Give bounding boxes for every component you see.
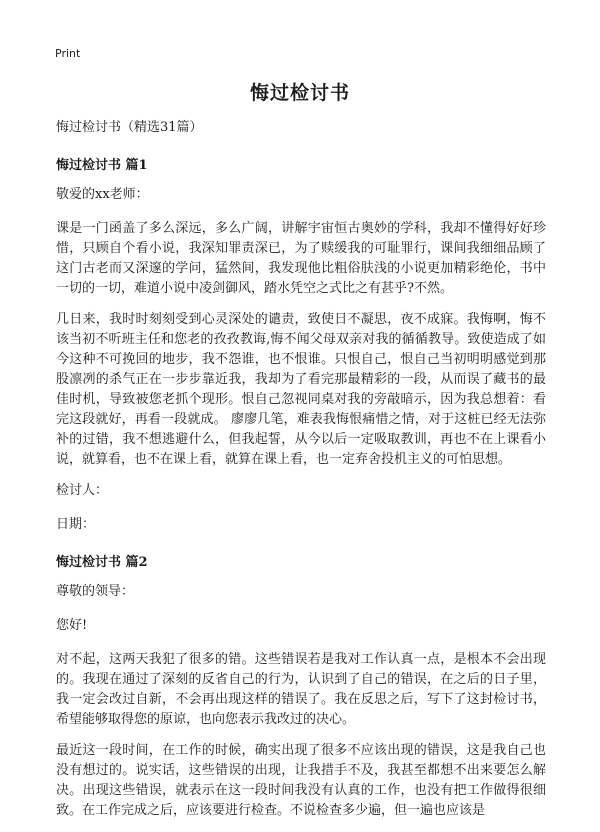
paragraph: 课是一门函盖了多么深远，多么广阔，讲解宇宙恒古奥妙的学科，我却不懂得好好珍惜，只顾自个看小说，我深知罪责深已，为了赎缓我的可耻罪行，课间我细细品顾了这门古老而又深邃的学问，猛然间，我发现他比粗俗肤浅的小说更加精彩绝伦，书中一切的一切，难道小说中凌剑御风，踏水凭空之式比之有甚乎?不然。 bbox=[56, 221, 546, 296]
section-heading-1: 悔过检讨书 篇1 bbox=[56, 158, 148, 173]
document-subtitle: 悔过检讨书（精选31篇） bbox=[56, 120, 203, 135]
document-body bbox=[56, 118, 546, 832]
page-title: 悔过检讨书 bbox=[249, 82, 350, 104]
greeting: 您好! bbox=[56, 618, 88, 633]
print-link[interactable]: Print bbox=[55, 47, 81, 60]
salutation-2: 尊敬的领导： bbox=[56, 584, 135, 599]
paragraph: 几日来，我时时刻刻受到心灵深处的谴责，致使日不凝思，夜不成寐。我悔啊，悔不该当初不听班主任和您老的孜孜教诲,悔不闻父母双亲对我的循循教导。致使造成了如今这种不可挽回的地步，我不怨谁，也不恨谁。只恨自己，恨自己当初明明感觉到那股凛冽的杀气正在一步步靠近我，我却为了看完那最精彩的一段，从而误了藏书的最佳时机，导致被您老抓个现形。恨自己忽视同桌对我的旁敲暗示，因为我总想着：看完这段就好，再看一段就成。 廖廖几笔，难表我悔恨痛惜之情，对于这桩已经无法弥补的过错，我不想逃避什么，但我起誓，从今以后一定吸取教训，再也不在上课看小说，就算看，也不在课上看，就算在课上看，也一定弃舍投机主义的可怕思想。 bbox=[56, 312, 546, 467]
signature-label: 检讨人： bbox=[56, 483, 109, 498]
section-heading-2: 悔过检讨书 篇2 bbox=[56, 555, 148, 570]
salutation-1: 敬爱的xx老师： bbox=[56, 187, 149, 202]
paragraph: 最近这一段时间，在工作的时候，确实出现了很多不应该出现的错误，这是我自己也没有想过的。说实话，这些错误的出现，让我措手不及，我甚至都想不出来要怎么解决。出现这些错误，就表示在这一段时间我没有认真的工作，也没有把工作做得很细致。在工作完成之后，应该要进行检查。不说检查多少遍，但一遍也应该是 bbox=[56, 743, 546, 818]
date-label: 日期： bbox=[56, 517, 96, 532]
paragraph: 对不起，这两天我犯了很多的错。这些错误若是我对工作认真一点，是根本不会出现的。我现在通过了深刻的反省自己的行为，认识到了自己的错误，在之后的日子里，我一定会改过自新，不会再出现这样的错误了。我在反思之后，写下了这封检讨书，希望能够取得您的原谅，也向您表示我改过的决心。 bbox=[56, 652, 546, 727]
